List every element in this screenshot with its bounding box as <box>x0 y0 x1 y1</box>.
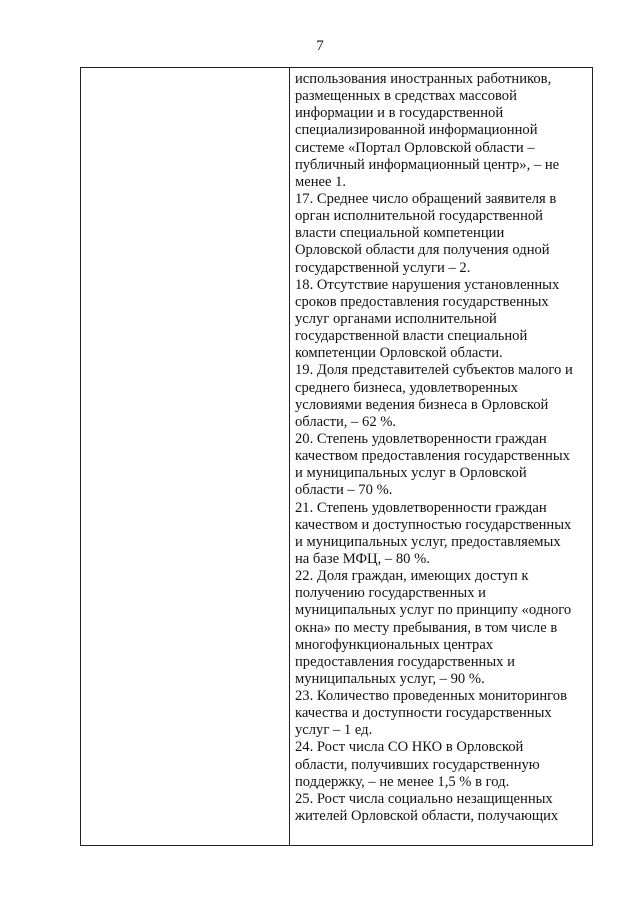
text-line: 17. Среднее число обращений заявителя в <box>295 190 557 207</box>
text-line: муниципальных услуг, – 90 %. <box>295 670 485 687</box>
text-line: государственной услуги – 2. <box>295 259 471 276</box>
text-line: Орловской области для получения одной <box>295 242 550 259</box>
text-line: качеством и доступностью государственных <box>295 516 572 533</box>
text-line: 19. Доля представителей субъектов малого и <box>295 362 573 379</box>
text-line: 25. Рост числа социально незащищенных <box>295 790 553 807</box>
text-line: размещенных в средствах массовой <box>295 88 517 105</box>
text-line: системе «Портал Орловской области – <box>295 139 535 156</box>
text-line: 20. Степень удовлетворенности граждан <box>295 430 547 447</box>
text-line: 24. Рост числа СО НКО в Орловской <box>295 739 524 756</box>
text-line: области – 70 %. <box>295 482 393 499</box>
text-line: многофункциональных центрах <box>295 636 494 653</box>
text-line: 22. Доля граждан, имеющих доступ к <box>295 568 529 585</box>
text-line: 21. Степень удовлетворенности граждан <box>295 499 547 516</box>
text-line: сроков предоставления государственных <box>295 293 549 310</box>
text-line: услуг органами исполнительной <box>295 310 497 327</box>
text-line: качеством предоставления государственных <box>295 448 570 465</box>
text-line: менее 1. <box>295 173 347 190</box>
text-line: качества и доступности государственных <box>295 705 552 722</box>
text-line: орган исполнительной государственной <box>295 208 543 225</box>
text-line: на базе МФЦ, – 80 %. <box>295 550 430 567</box>
text-line: информации и в государственной <box>295 105 504 122</box>
indicators-text <box>295 71 591 825</box>
text-line: жителей Орловской области, получающих <box>295 808 559 825</box>
table-right-cell <box>290 68 592 845</box>
text-line: 18. Отсутствие нарушения установленных <box>295 276 560 293</box>
text-line: 23. Количество проведенных мониторингов <box>295 688 567 705</box>
text-line: услуг – 1 ед. <box>295 722 373 739</box>
text-line: публичный информационный центр», – не <box>295 156 560 173</box>
text-line: использования иностранных работников, <box>295 71 552 87</box>
text-line: государственной власти специальной <box>295 328 528 345</box>
text-line: среднего бизнеса, удовлетворенных <box>295 379 518 396</box>
text-line: и муниципальных услуг, предоставляемых <box>295 533 561 550</box>
text-line: условиями ведения бизнеса в Орловской <box>295 396 549 413</box>
text-line: предоставления государственных и <box>295 653 515 670</box>
table-left-cell <box>81 68 290 845</box>
text-line: власти специальной компетенции <box>295 225 505 242</box>
text-line: специализированной информационной <box>295 122 538 139</box>
text-line: муниципальных услуг по принципу «одного <box>295 602 572 619</box>
text-line: и муниципальных услуг в Орловской <box>295 465 527 482</box>
text-line: области, получивших государственную <box>295 756 540 773</box>
text-line: поддержку, – не менее 1,5 % в год. <box>295 773 510 790</box>
document-table <box>80 67 593 846</box>
text-line: области, – 62 %. <box>295 413 397 430</box>
text-line: компетенции Орловской области. <box>295 345 503 362</box>
page-number: 7 <box>316 38 324 54</box>
text-line: получению государственных и <box>295 585 486 602</box>
text-line: окна» по месту пребывания, в том числе в <box>295 619 558 636</box>
